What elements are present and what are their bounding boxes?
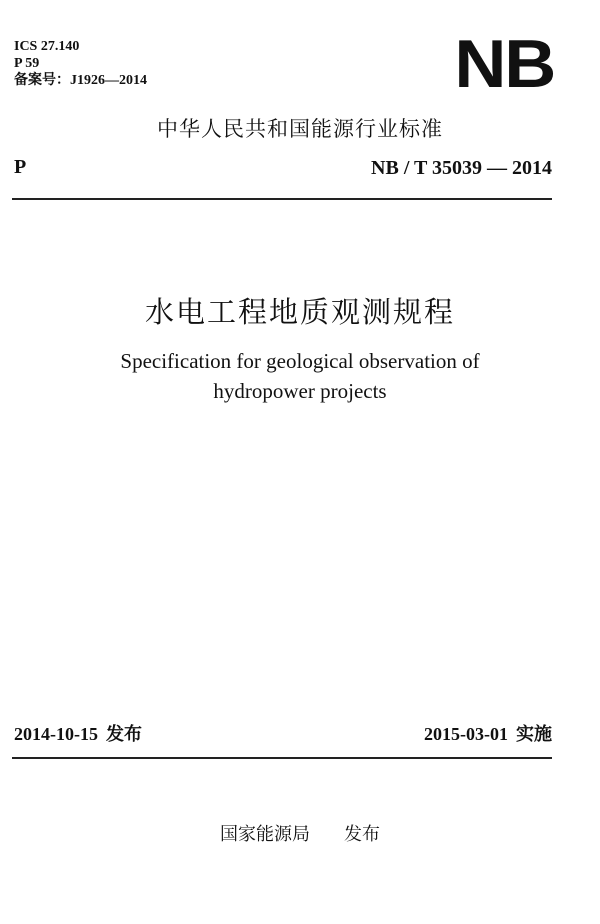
issue-label: 发布 (106, 724, 142, 745)
standard-metadata (14, 38, 147, 89)
effective-label: 实施 (516, 724, 552, 745)
issue-date: 2014-10-15 (14, 724, 98, 744)
effective-date-block (424, 720, 552, 746)
nb-logo: NB (454, 26, 554, 102)
issue-date-block (14, 720, 142, 746)
ccs-code: P 59 (14, 56, 40, 71)
publisher-verb: 发布 (344, 824, 380, 845)
footer-divider (12, 757, 552, 759)
filing-number: 备案号：J1926—2014 (14, 73, 147, 88)
standard-category: 中华人民共和国能源行业标准 (157, 117, 443, 141)
english-title-line-2: hydropower projects (213, 379, 387, 403)
header-divider (12, 198, 552, 200)
effective-date: 2015-03-01 (424, 724, 508, 744)
ics-code: ICS 27.140 (14, 39, 80, 54)
document-title-chinese: 水电工程地质观测规程 (144, 295, 455, 329)
publisher-line (0, 820, 600, 846)
english-title-line-1: Specification for geological observation of (120, 349, 480, 373)
standard-number: NB / T 35039 — 2014 (371, 157, 552, 179)
classification-code: P (14, 156, 27, 178)
publisher-name: 国家能源局 (220, 824, 310, 845)
document-title-english (0, 346, 600, 406)
